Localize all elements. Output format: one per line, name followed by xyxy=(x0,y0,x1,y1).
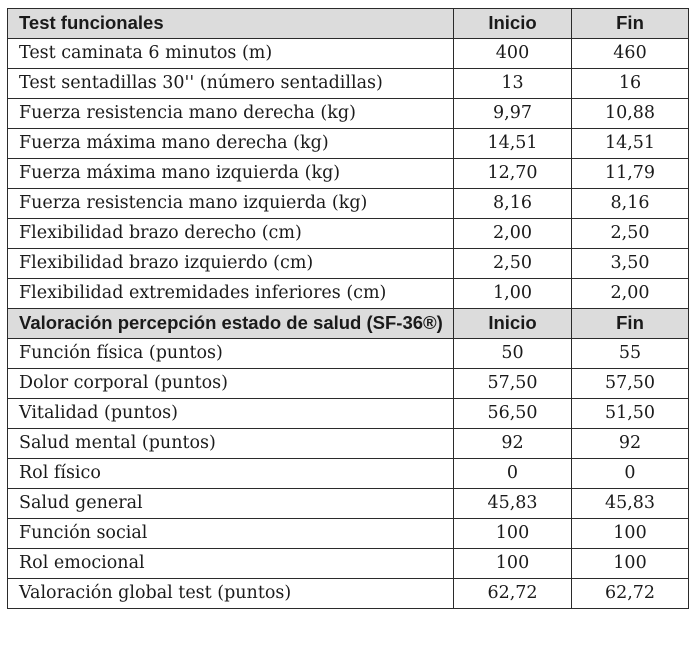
start-value: 92 xyxy=(454,429,572,459)
row-label: Rol físico xyxy=(8,459,454,489)
start-value: 0 xyxy=(454,459,572,489)
start-value: 56,50 xyxy=(454,399,572,429)
row-label: Flexibilidad brazo derecho (cm) xyxy=(8,219,454,249)
start-value: 50 xyxy=(454,339,572,369)
row-label: Dolor corporal (puntos) xyxy=(8,369,454,399)
start-value: 13 xyxy=(454,69,572,99)
end-value: 62,72 xyxy=(572,579,689,609)
end-value: 460 xyxy=(572,39,689,69)
row-label: Fuerza máxima mano izquierda (kg) xyxy=(8,159,454,189)
row-label: Salud mental (puntos) xyxy=(8,429,454,459)
table-row xyxy=(8,129,689,159)
table-row xyxy=(8,249,689,279)
row-label: Función social xyxy=(8,519,454,549)
start-value: 12,70 xyxy=(454,159,572,189)
row-label: Test caminata 6 minutos (m) xyxy=(8,39,454,69)
row-label: Flexibilidad extremidades inferiores (cm) xyxy=(8,279,454,309)
table-row xyxy=(8,369,689,399)
start-value: 8,16 xyxy=(454,189,572,219)
start-value: 2,50 xyxy=(454,249,572,279)
row-label: Salud general xyxy=(8,489,454,519)
end-value: 10,88 xyxy=(572,99,689,129)
end-value: 3,50 xyxy=(572,249,689,279)
start-value: 62,72 xyxy=(454,579,572,609)
end-value: 92 xyxy=(572,429,689,459)
row-label: Vitalidad (puntos) xyxy=(8,399,454,429)
results-table-body xyxy=(8,9,689,609)
column-header-start: Inicio xyxy=(454,9,572,39)
section-title: Valoración percepción estado de salud (SF-36®) xyxy=(8,309,454,339)
end-value: 100 xyxy=(572,549,689,579)
row-label: Rol emocional xyxy=(8,549,454,579)
start-value: 400 xyxy=(454,39,572,69)
end-value: 55 xyxy=(572,339,689,369)
row-label: Flexibilidad brazo izquierdo (cm) xyxy=(8,249,454,279)
table-row xyxy=(8,579,689,609)
results-table xyxy=(7,8,689,609)
table-row xyxy=(8,519,689,549)
end-value: 11,79 xyxy=(572,159,689,189)
column-header-end: Fin xyxy=(572,9,689,39)
end-value: 16 xyxy=(572,69,689,99)
start-value: 14,51 xyxy=(454,129,572,159)
row-label: Fuerza resistencia mano izquierda (kg) xyxy=(8,189,454,219)
start-value: 1,00 xyxy=(454,279,572,309)
row-label: Test sentadillas 30'' (número sentadillas) xyxy=(8,69,454,99)
table-row xyxy=(8,429,689,459)
end-value: 8,16 xyxy=(572,189,689,219)
row-label: Función física (puntos) xyxy=(8,339,454,369)
table-row xyxy=(8,339,689,369)
start-value: 45,83 xyxy=(454,489,572,519)
section-title: Test funcionales xyxy=(8,9,454,39)
table-row xyxy=(8,219,689,249)
table-row xyxy=(8,99,689,129)
column-header-start: Inicio xyxy=(454,309,572,339)
start-value: 2,00 xyxy=(454,219,572,249)
row-label: Fuerza máxima mano derecha (kg) xyxy=(8,129,454,159)
column-header-end: Fin xyxy=(572,309,689,339)
start-value: 9,97 xyxy=(454,99,572,129)
section-header-health-perception xyxy=(8,309,689,339)
end-value: 57,50 xyxy=(572,369,689,399)
table-row xyxy=(8,69,689,99)
start-value: 100 xyxy=(454,519,572,549)
end-value: 14,51 xyxy=(572,129,689,159)
end-value: 0 xyxy=(572,459,689,489)
table-row xyxy=(8,399,689,429)
row-label: Fuerza resistencia mano derecha (kg) xyxy=(8,99,454,129)
end-value: 51,50 xyxy=(572,399,689,429)
table-row xyxy=(8,189,689,219)
row-label: Valoración global test (puntos) xyxy=(8,579,454,609)
table-row xyxy=(8,459,689,489)
table-row xyxy=(8,159,689,189)
end-value: 100 xyxy=(572,519,689,549)
start-value: 100 xyxy=(454,549,572,579)
end-value: 45,83 xyxy=(572,489,689,519)
start-value: 57,50 xyxy=(454,369,572,399)
end-value: 2,00 xyxy=(572,279,689,309)
table-row xyxy=(8,489,689,519)
table-row xyxy=(8,279,689,309)
end-value: 2,50 xyxy=(572,219,689,249)
section-header-functional-tests xyxy=(8,9,689,39)
table-row xyxy=(8,549,689,579)
table-row xyxy=(8,39,689,69)
